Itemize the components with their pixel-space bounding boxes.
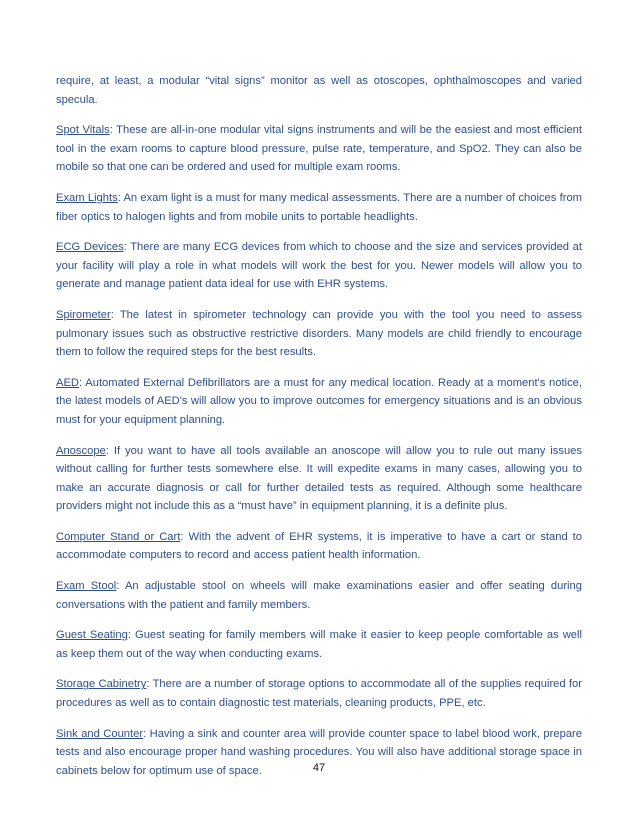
- term-computer-stand: Computer Stand or Cart: [56, 530, 181, 543]
- paragraph-guest-seating: [56, 626, 582, 663]
- term-aed: AED: [56, 376, 80, 389]
- paragraph-aed: [56, 374, 582, 430]
- term-ecg-devices: ECG Devices: [56, 241, 124, 254]
- paragraph-storage-cabinetry: [56, 675, 582, 712]
- description-spot-vitals: : These are all-in-one modular vital signs instruments and will be the easiest and most efficient tool in the exam rooms to capture blood pressure, pulse rate, temperature, and SpO2. They can also be mobile so that one can be ordered and used for multiple exam rooms.: [56, 124, 582, 174]
- term-storage-cabinetry: Storage Cabinetry: [56, 678, 147, 691]
- paragraph-exam-lights: [56, 189, 582, 226]
- term-guest-seating: Guest Seating: [56, 629, 128, 642]
- term-anoscope: Anoscope: [56, 444, 106, 457]
- paragraph-ecg-devices: [56, 238, 582, 294]
- description-sink-and-counter: : Having a sink and counter area will provide counter space to label blood work, prepare tests and also encourage proper hand washing procedures. You will also have additional storage space in cabinets below for optimum use of space.: [56, 727, 582, 777]
- description-exam-lights: : An exam light is a must for many medical assessments. There are a number of choices from fiber optics to halogen lights and from mobile units to portable headlights.: [56, 191, 583, 223]
- description-guest-seating: : Guest seating for family members will make it easier to keep people comfortable as well as keep them out of the way when conducting exams.: [56, 629, 583, 660]
- intro-paragraph: require, at least, a modular “vital signs” monitor as well as otoscopes, ophthalmoscopes and varied specula.: [56, 75, 582, 106]
- term-spirometer: Spirometer: [56, 308, 111, 321]
- paragraph-spirometer: [56, 306, 582, 362]
- page-body: [56, 72, 582, 792]
- description-storage-cabinetry: : There are a number of storage options to accommodate all of the supplies required for procedures as well as to contain diagnostic test materials, cleaning products, PPE, etc.: [56, 678, 582, 710]
- description-aed: : Automated External Defibrillators are a must for any medical location. Ready at a moment's notice, the latest models of AED's will allow you to improve outcomes for emergency situations and is an obvious must for your equipment planning.: [56, 376, 582, 426]
- description-anoscope: : If you want to have all tools available an anoscope will allow you to rule out many issues without calling for further tests somewhere else. It will expedite exams in many cases, allowing you to make an accurate diagnosis or call for further detailed tests as required. Although some healthcare providers might not include this as a “must have” in equipment planning, it is a definite plus.: [56, 444, 582, 513]
- paragraph-anoscope: [56, 442, 582, 516]
- paragraph-spot-vitals: [56, 121, 582, 177]
- paragraph-exam-stool: [56, 577, 582, 614]
- page-number: 47: [312, 762, 326, 774]
- term-spot-vitals: Spot Vitals: [56, 124, 110, 137]
- term-exam-stool: Exam Stool: [56, 580, 117, 593]
- description-computer-stand: : With the advent of EHR systems, it is imperative to have a cart or stand to accommodate computers to record and access patient health information.: [56, 530, 583, 562]
- description-exam-stool: : An adjustable stool on wheels will make examinations easier and offer seating during conversations with the patient and family members.: [56, 580, 582, 611]
- term-sink-and-counter: Sink and Counter: [56, 727, 144, 740]
- description-spirometer: : The latest in spirometer technology can provide you with the tool you need to assess pulmonary issues such as obstructive restrictive disorders. Many models are child friendly to encourage them to follow the required steps for the best results.: [56, 308, 582, 359]
- term-exam-lights: Exam Lights: [56, 191, 118, 204]
- paragraph-computer-stand: [56, 528, 582, 565]
- description-ecg-devices: : There are many ECG devices from which to choose and the size and services provided at your facility will play a role in what models will work the best for you. Newer models will allow you to generate and manage patient data ideal for use with EHR systems.: [56, 241, 582, 291]
